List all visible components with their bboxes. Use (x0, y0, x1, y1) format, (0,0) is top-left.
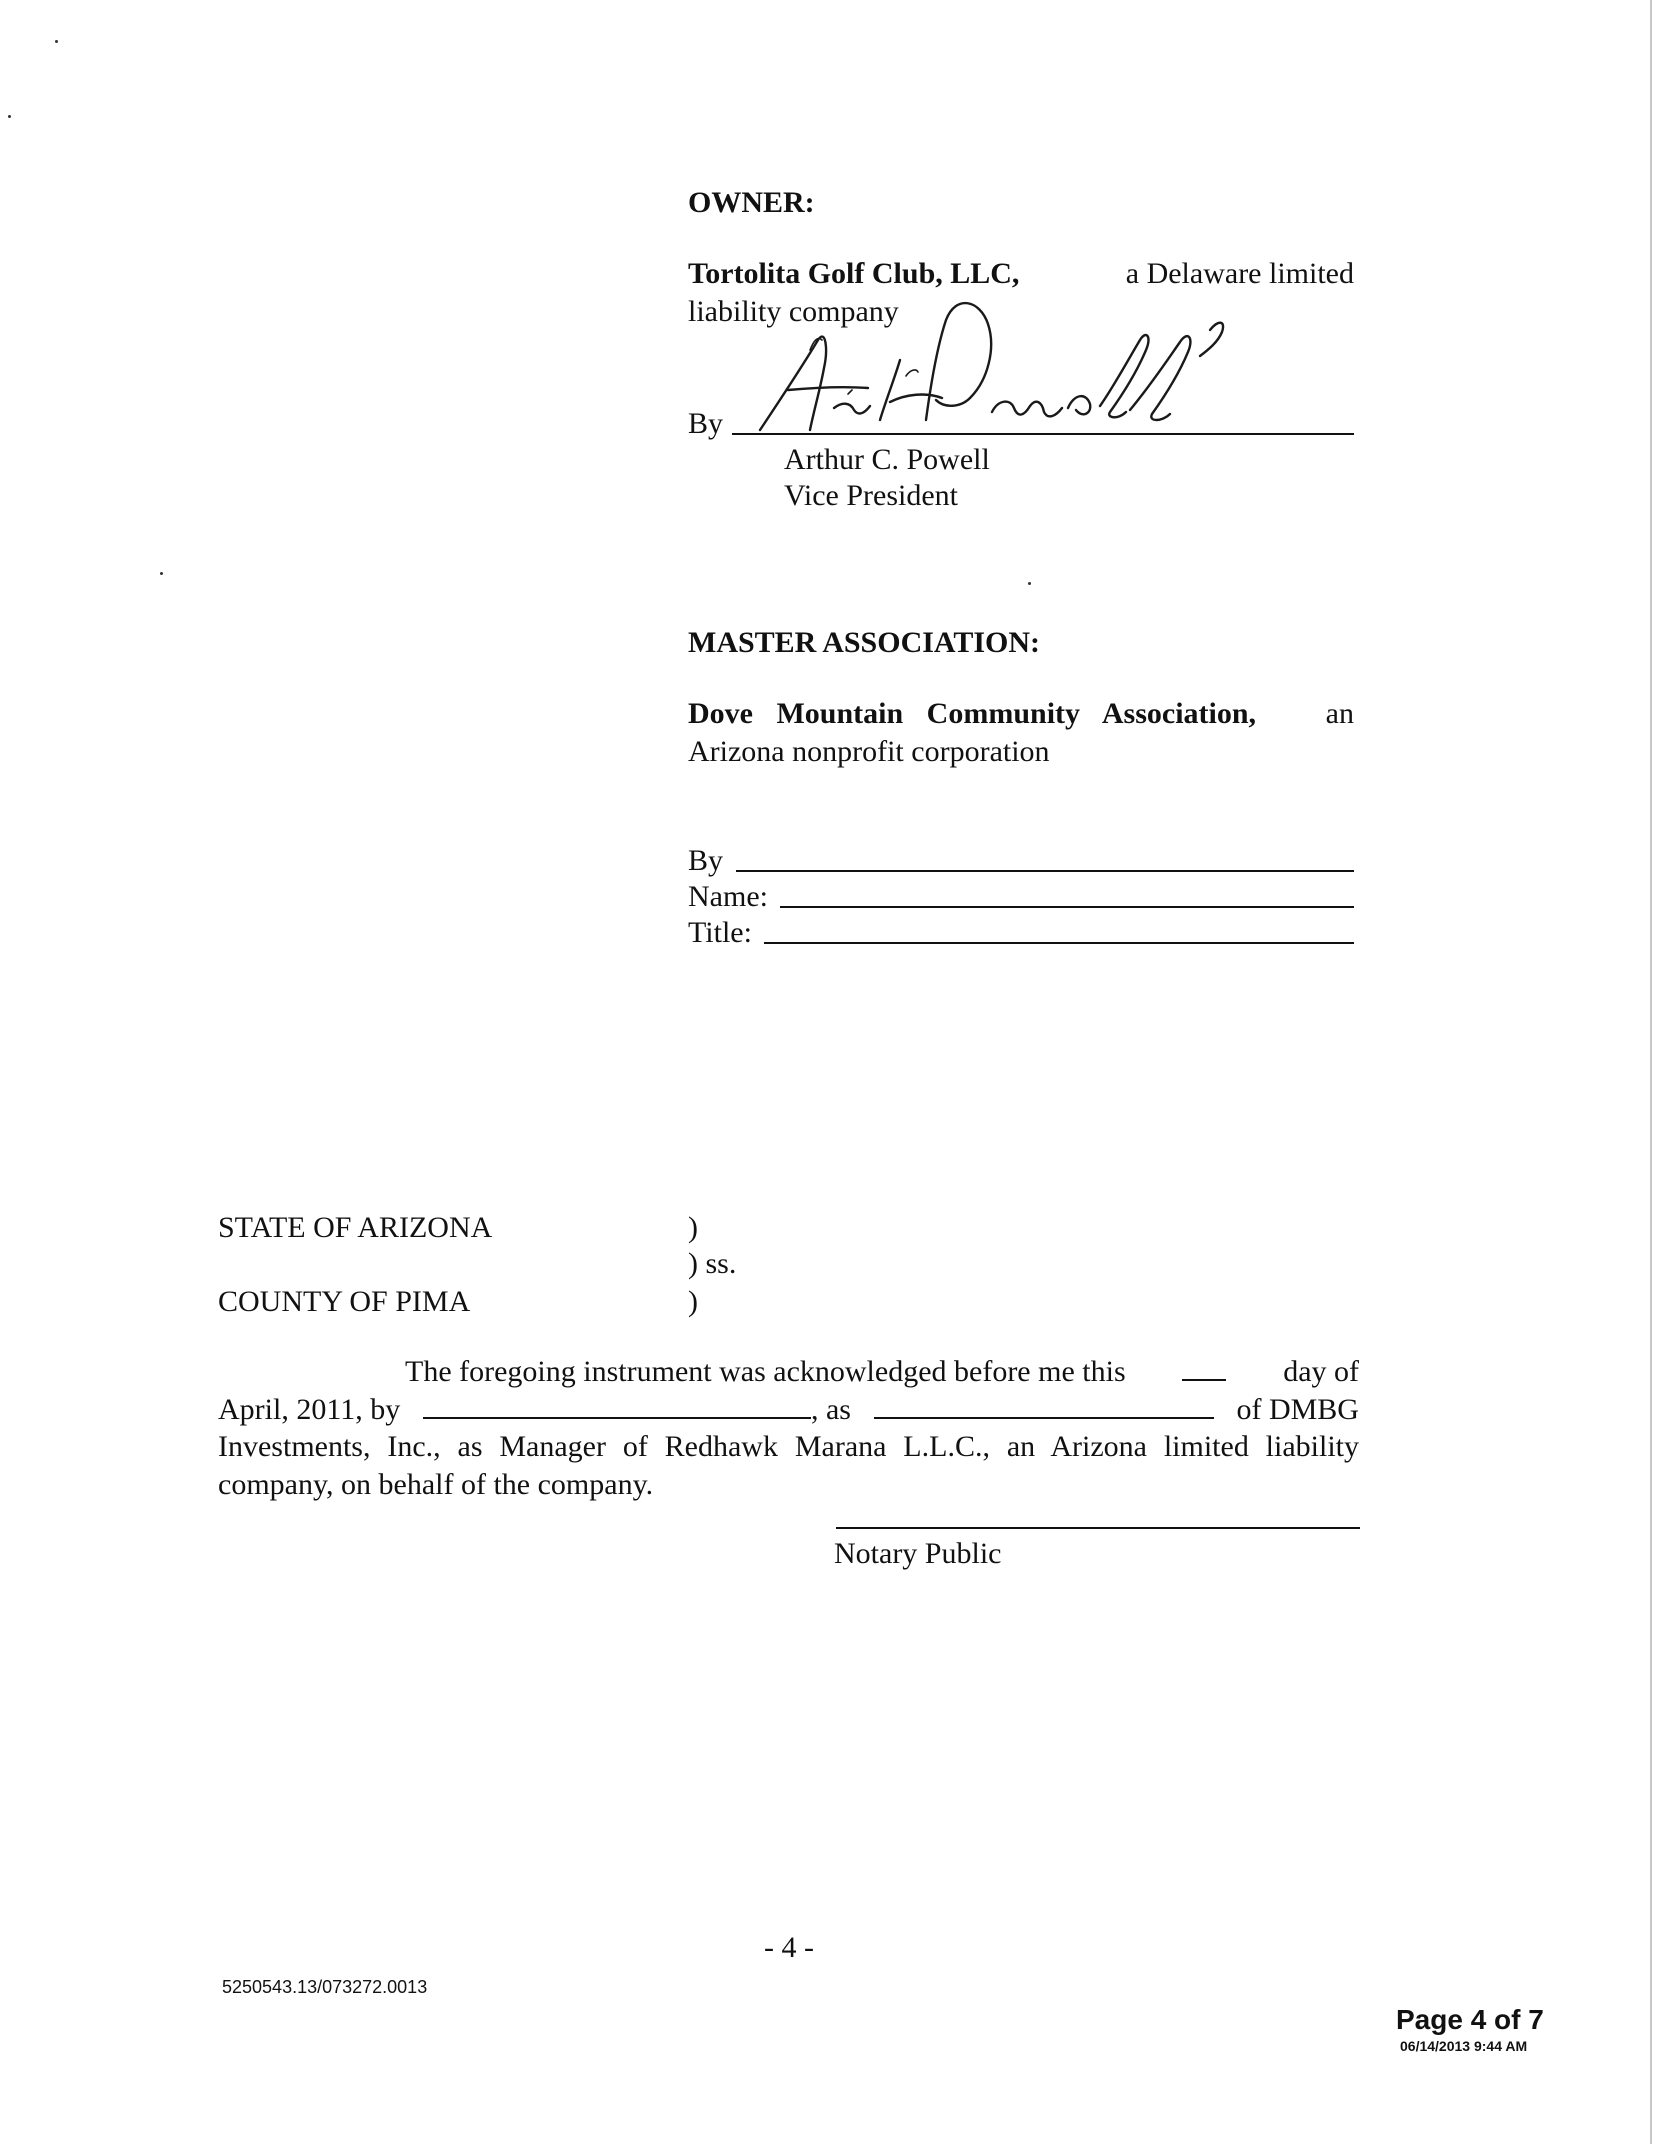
master-title-line (764, 942, 1354, 944)
scan-speck (55, 40, 58, 43)
scan-speck (8, 115, 11, 118)
notary-ack-line-3: Investments, Inc., as Manager of Redhawk Marana L.L.C., an Arizona limited liability (218, 1430, 1359, 1463)
owner-heading: OWNER: (688, 186, 815, 219)
page-stamp: Page 4 of 7 (1396, 2004, 1544, 2035)
acknowledger-blank (423, 1391, 811, 1419)
owner-entity-desc: a Delaware limited (1125, 257, 1354, 290)
master-entity-desc: an (1325, 697, 1354, 730)
notary-state: STATE OF ARIZONA (218, 1211, 493, 1244)
owner-by-label: By (688, 407, 724, 440)
master-entity-line (688, 696, 1354, 732)
notary-public-label: Notary Public (834, 1537, 1002, 1570)
day-blank (1182, 1353, 1226, 1381)
owner-signer-title: Vice President (784, 479, 958, 512)
owner-entity-name: Tortolita Golf Club, LLC, (688, 257, 1020, 290)
page-number: - 4 - (764, 1931, 814, 1964)
notary-by-blank-group (423, 1391, 851, 1428)
notary-ack-text-2: day of (1283, 1355, 1359, 1388)
master-association-heading: MASTER ASSOCIATION: (688, 626, 1041, 659)
scan-edge-line (1650, 0, 1652, 2144)
master-by-label: By (688, 844, 724, 877)
notary-ack-line-1 (405, 1353, 1359, 1390)
master-title-label: Title: (688, 916, 752, 949)
scan-speck (160, 572, 163, 575)
master-name-label: Name: (688, 880, 768, 913)
master-entity-name: Dove Mountain Community Association, (688, 697, 1257, 730)
owner-entity-line (688, 256, 1354, 292)
master-by-line (736, 870, 1354, 872)
scan-speck (1028, 582, 1031, 585)
notary-ack-text-4: , as (810, 1393, 851, 1426)
page-timestamp: 06/14/2013 9:44 AM (1400, 2038, 1528, 2054)
owner-signature (730, 290, 1250, 450)
document-id: 5250543.13/073272.0013 (222, 1977, 428, 1997)
notary-ack-text-1: The foregoing instrument was acknowledged before me this (405, 1355, 1126, 1388)
notary-ack-line-2 (218, 1391, 1359, 1428)
capacity-blank (874, 1391, 1214, 1419)
notary-ack-line-4: company, on behalf of the company. (218, 1468, 654, 1501)
master-name-line (780, 906, 1354, 908)
owner-signer-name: Arthur C. Powell (784, 443, 990, 476)
notary-paren-1: ) (688, 1211, 698, 1244)
notary-signature-line (836, 1527, 1360, 1529)
owner-entity-desc-2: liability company (688, 295, 899, 328)
notary-ack-text-5: of DMBG (1236, 1393, 1359, 1426)
notary-paren-3: ) (688, 1285, 698, 1318)
notary-county: COUNTY OF PIMA (218, 1285, 471, 1318)
master-entity-desc-2: Arizona nonprofit corporation (688, 735, 1050, 768)
notary-ack-text-3: April, 2011, by (218, 1393, 401, 1426)
notary-paren-ss: ) ss. (688, 1247, 737, 1280)
